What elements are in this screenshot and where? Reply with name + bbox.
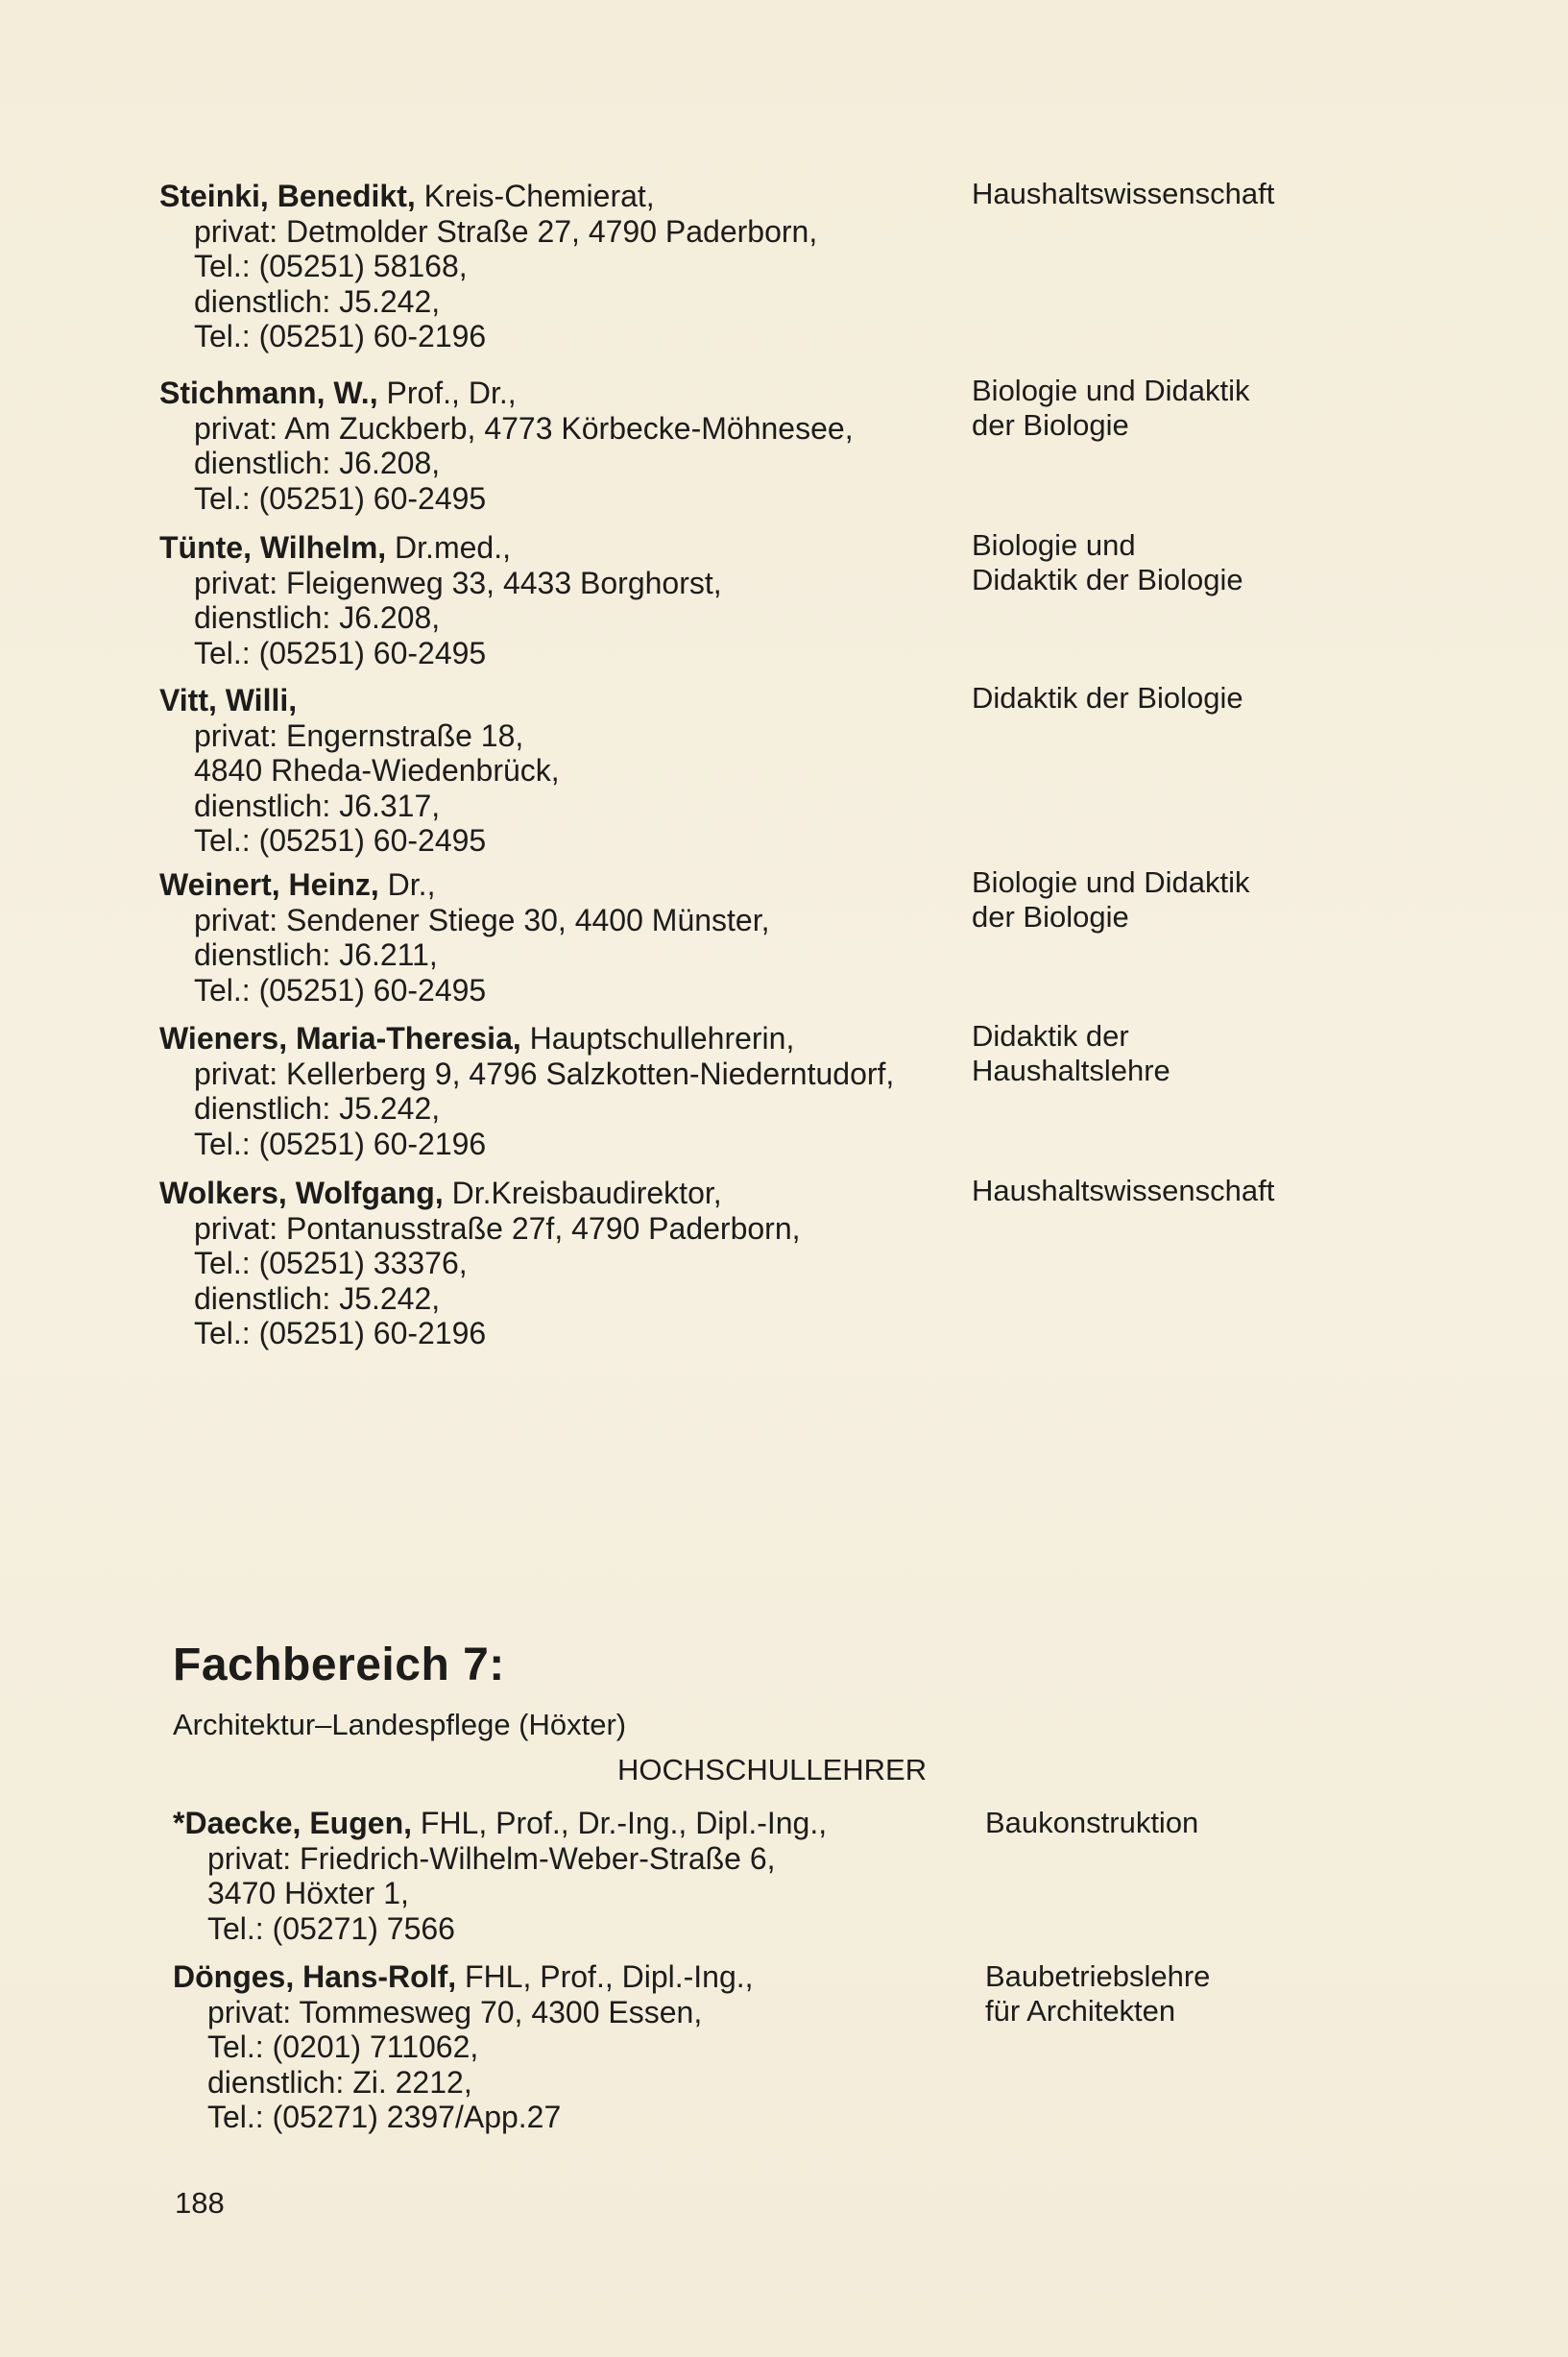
contact-line: Tel.: (05251) 60-2196 bbox=[194, 319, 487, 353]
subject-line: Baukonstruktion bbox=[985, 1806, 1199, 1839]
entry-heading-line bbox=[159, 1176, 801, 1211]
subject-area bbox=[985, 1959, 1210, 2029]
contact-line: 4840 Rheda-Wiedenbrück, bbox=[194, 753, 560, 788]
person-title: Dr., bbox=[378, 867, 436, 902]
subject-line: Haushaltswissenschaft bbox=[972, 1174, 1275, 1207]
subject-line: Haushaltslehre bbox=[972, 1054, 1170, 1087]
contact-line: dienstlich: Zi. 2212, bbox=[207, 2064, 472, 2100]
person-title: Dr.med., bbox=[386, 530, 511, 565]
subject-area bbox=[972, 528, 1243, 597]
contact-line: Tel.: (05251) 60-2495 bbox=[194, 480, 487, 516]
entry-heading-line bbox=[173, 1959, 754, 1995]
person-name: Tünte, Wilhelm, bbox=[159, 530, 387, 565]
contact-line: privat: Detmolder Straße 27, 4790 Paderborn, bbox=[194, 213, 818, 249]
person-title: Hauptschullehrerin, bbox=[520, 1021, 795, 1056]
contact-line: privat: Sendener Stiege 30, 4400 Münster, bbox=[194, 902, 770, 937]
contact-line: Tel.: (05251) 60-2495 bbox=[194, 823, 487, 858]
entry-heading-line bbox=[159, 1021, 894, 1057]
contact-line: privat: Friedrich-Wilhelm-Weber-Straße 6, bbox=[207, 1840, 776, 1876]
entry-heading-line bbox=[159, 376, 854, 411]
contact-line: dienstlich: J6.208, bbox=[194, 600, 441, 635]
contact-line: Tel.: (05271) 7566 bbox=[207, 1910, 455, 1946]
entry-details bbox=[159, 1021, 894, 1161]
contact-line: Tel.: (05251) 60-2495 bbox=[194, 972, 487, 1008]
entry-details bbox=[159, 1176, 801, 1351]
subject-line: Baubetriebslehre bbox=[985, 1959, 1211, 1993]
contact-line: dienstlich: J6.317, bbox=[194, 788, 441, 823]
entry-details bbox=[159, 530, 722, 670]
contact-line: dienstlich: J5.242, bbox=[194, 1091, 441, 1126]
contact-line: Tel.: (05251) 60-2196 bbox=[194, 1126, 487, 1161]
entry-details bbox=[159, 376, 854, 516]
contact-line: Tel.: (05271) 2397/App.27 bbox=[207, 2100, 562, 2134]
person-title: FHL, Prof., Dr.-Ing., Dipl.-Ing., bbox=[412, 1806, 828, 1840]
person-title: Prof., Dr., bbox=[377, 376, 517, 410]
entry-details bbox=[159, 683, 560, 859]
subject-area bbox=[972, 681, 1243, 716]
contact-line: privat: Pontanusstraße 27f, 4790 Paderborn, bbox=[194, 1210, 801, 1246]
section-title: HOCHSCHULLEHRER bbox=[617, 1753, 928, 1786]
person-name: Dönges, Hans-Rolf, bbox=[173, 1959, 457, 1994]
subject-line: Didaktik der Biologie bbox=[972, 681, 1243, 715]
department-heading: Fachbereich 7: bbox=[173, 1640, 505, 1690]
entry-heading-line bbox=[159, 530, 722, 566]
entry-details bbox=[159, 867, 770, 1008]
person-title: FHL, Prof., Dipl.-Ing., bbox=[456, 1959, 754, 1994]
person-title: Dr.Kreisbaudirektor, bbox=[443, 1176, 722, 1210]
entry-details bbox=[173, 1959, 754, 2135]
subject-line: Biologie und Didaktik bbox=[972, 865, 1250, 899]
page-number: 188 bbox=[175, 2186, 225, 2220]
contact-line: Tel.: (05251) 60-2196 bbox=[194, 1316, 487, 1350]
entry-details bbox=[173, 1806, 827, 1946]
subject-line: für Architekten bbox=[985, 1994, 1176, 2028]
person-name: Wieners, Maria-Theresia, bbox=[159, 1021, 521, 1056]
contact-line: Tel.: (05251) 58168, bbox=[194, 249, 468, 283]
contact-line: dienstlich: J5.242, bbox=[194, 283, 441, 319]
contact-line: dienstlich: J6.211, bbox=[194, 937, 438, 972]
subject-line: Haushaltswissenschaft bbox=[972, 177, 1275, 210]
subject-line: der Biologie bbox=[972, 900, 1129, 934]
person-name: Vitt, Willi, bbox=[159, 683, 298, 717]
person-name: *Daecke, Eugen, bbox=[173, 1806, 412, 1840]
subject-line: Biologie und Didaktik bbox=[972, 374, 1250, 407]
entry-heading-line bbox=[173, 1806, 827, 1841]
subject-area bbox=[972, 1019, 1170, 1088]
entry-heading-line bbox=[159, 179, 817, 214]
person-title: Kreis-Chemierat, bbox=[415, 179, 655, 213]
subject-line: Didaktik der Biologie bbox=[972, 563, 1243, 596]
contact-line: privat: Am Zuckberb, 4773 Körbecke-Möhnesee, bbox=[194, 410, 854, 446]
contact-line: Tel.: (0201) 711062, bbox=[207, 2029, 479, 2064]
person-name: Steinki, Benedikt, bbox=[159, 179, 416, 213]
person-name: Stichmann, W., bbox=[159, 376, 378, 410]
person-name: Wolkers, Wolfgang, bbox=[159, 1176, 444, 1210]
subject-line: der Biologie bbox=[972, 408, 1129, 442]
entry-details bbox=[159, 179, 817, 354]
contact-line: Tel.: (05251) 60-2495 bbox=[194, 635, 487, 670]
subject-area bbox=[985, 1806, 1198, 1840]
subject-area bbox=[972, 374, 1250, 443]
person-name: Weinert, Heinz, bbox=[159, 867, 379, 902]
department-subheading: Architektur–Landespflege (Höxter) bbox=[173, 1708, 627, 1741]
contact-line: privat: Fleigenweg 33, 4433 Borghorst, bbox=[194, 565, 722, 600]
contact-line: privat: Tommesweg 70, 4300 Essen, bbox=[207, 1994, 703, 2029]
entry-heading-line bbox=[159, 867, 770, 903]
contact-line: Tel.: (05251) 33376, bbox=[194, 1246, 468, 1280]
contact-line: 3470 Höxter 1, bbox=[207, 1876, 409, 1910]
contact-line: dienstlich: J6.208, bbox=[194, 446, 441, 480]
contact-line: privat: Engernstraße 18, bbox=[194, 717, 524, 753]
entry-heading-line bbox=[159, 683, 560, 718]
subject-area bbox=[972, 1174, 1274, 1208]
contact-line: dienstlich: J5.242, bbox=[194, 1280, 441, 1316]
subject-line: Biologie und bbox=[972, 528, 1136, 562]
subject-line: Didaktik der bbox=[972, 1019, 1129, 1053]
subject-area bbox=[972, 865, 1250, 935]
subject-area bbox=[972, 177, 1274, 211]
contact-line: privat: Kellerberg 9, 4796 Salzkotten-Niederntudorf, bbox=[194, 1056, 895, 1091]
